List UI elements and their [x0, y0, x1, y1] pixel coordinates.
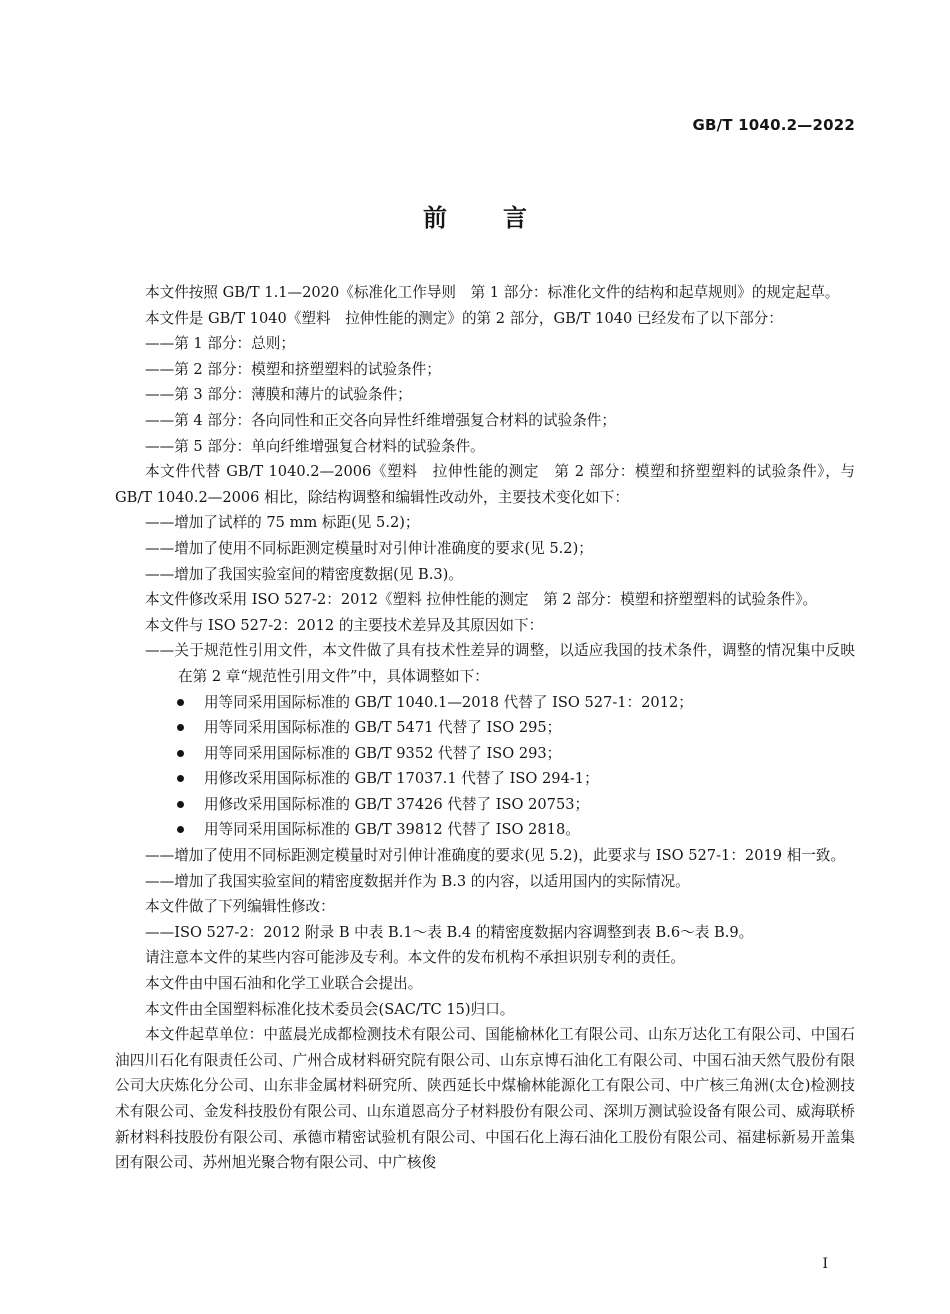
bullet-item: [115, 792, 855, 818]
part-list-item: ——第 3 部分：薄膜和薄片的试验条件；: [145, 386, 412, 404]
page-title: [0, 198, 950, 233]
part-list-item: ——第 2 部分：模塑和挤塑塑料的试验条件；: [145, 360, 441, 378]
paragraph-editorial-intro: 本文件做了下列编辑性修改：: [145, 898, 335, 916]
bullet-dot-icon: [177, 750, 184, 757]
paragraph-proposer: 本文件由中国石油和化学工业联合会提出。: [145, 975, 423, 993]
change-list-item: ——增加了试样的 75 mm 标距(见 5.2)；: [145, 514, 420, 532]
bullet-text: 用修改采用国际标准的 GB/T 17037.1 代替了 ISO 294-1；: [204, 770, 599, 788]
page-number: I: [822, 1256, 828, 1272]
bullet-dot-icon: [177, 699, 184, 706]
paragraph-drafting-units: 本文件起草单位：中蓝晨光成都检测技术有限公司、国能榆林化工有限公司、山东万达化工有限公司、中国石油四川石化有限责任公司、广州合成材料研究院有限公司、山东京博石油化工有限公司、中国石油天然气股份有限公司大庆炼化分公司、山东非金属材料研究所、陕西延长中煤榆林能源化工有限公司、中广核三角洲(太仓)检测技术有限公司、金发科技股份有限公司、山东道恩高分子材料股份有限公司、深圳万测试验设备有限公司、威海联桥新材料科技股份有限公司、承德市精密试验机有限公司、中国石化上海石油化工股份有限公司、福建标新易开盖集团有限公司、苏州旭光聚合物有限公司、中广核俊: [115, 1026, 855, 1172]
bullet-text: 用等同采用国际标准的 GB/T 5471 代替了 ISO 295；: [204, 719, 562, 737]
paragraph-iso-adoption: 本文件修改采用 ISO 527-2：2012《塑料 拉伸性能的测定 第 2 部分：模塑和挤塑塑料的试验条件》。: [145, 591, 818, 609]
bullet-text: 用修改采用国际标准的 GB/T 37426 代替了 ISO 20753；: [204, 795, 590, 813]
paragraph-committee: 本文件由全国塑料标准化技术委员会(SAC/TC 15)归口。: [145, 1000, 515, 1018]
paragraph-replacement: 本文件代替 GB/T 1040.2—2006《塑料 拉伸性能的测定 第 2 部分：模塑和挤塑塑料的试验条件》，与 GB/T 1040.2—2006 相比，除结构调整和编辑性改动外，主要技术变化如下：: [115, 463, 855, 506]
bullet-text: 用等同采用国际标准的 GB/T 1040.1—2018 代替了 ISO 527-1：2012；: [204, 693, 693, 711]
bullet-dot-icon: [177, 801, 184, 808]
part-list-item: ——第 1 部分：总则；: [145, 335, 295, 353]
bullet-item: [115, 741, 855, 767]
foreword-body: [115, 280, 855, 1176]
bullet-text: 用等同采用国际标准的 GB/T 9352 代替了 ISO 293；: [204, 744, 562, 762]
bullet-item: [115, 715, 855, 741]
bullet-item: [115, 766, 855, 792]
title-char-2: 言: [503, 203, 527, 232]
paragraph-patent-notice: 请注意本文件的某些内容可能涉及专利。本文件的发布机构不承担识别专利的责任。: [145, 949, 685, 967]
editorial-list-item: ——ISO 527-2：2012 附录 B 中表 B.1～表 B.4 的精密度数据内容调整到表 B.6～表 B.9。: [145, 923, 754, 941]
difference-list-item: ——增加了使用不同标距测定模量时对引伸计准确度的要求(见 5.2)，此要求与 ISO 527-1：2019 相一致。: [145, 847, 846, 865]
difference-list-item: ——增加了我国实验室间的精密度数据并作为 B.3 的内容，以适用国内的实际情况。: [145, 872, 690, 890]
part-list-item: ——第 4 部分：各向同性和正交各向异性纤维增强复合材料的试验条件；: [145, 411, 616, 429]
change-list-item: ——增加了我国实验室间的精密度数据(见 B.3)。: [145, 565, 463, 583]
difference-list-item: ——关于规范性引用文件，本文件做了具有技术性差异的调整，以适应我国的技术条件，调整的情况集中反映在第 2 章“规范性引用文件”中，具体调整如下：: [145, 642, 855, 685]
bullet-item: [115, 817, 855, 843]
part-list-item: ——第 5 部分：单向纤维增强复合材料的试验条件。: [145, 437, 485, 455]
change-list-item: ——增加了使用不同标距测定模量时对引伸计准确度的要求(见 5.2)；: [145, 539, 593, 557]
paragraph-parts-intro: 本文件是 GB/T 1040《塑料 拉伸性能的测定》的第 2 部分，GB/T 1040 已经发布了以下部分：: [145, 309, 783, 327]
title-char-1: 前: [423, 203, 447, 232]
bullet-text: 用等同采用国际标准的 GB/T 39812 代替了 ISO 2818。: [204, 821, 580, 839]
paragraph-differences-intro: 本文件与 ISO 527-2：2012 的主要技术差异及其原因如下：: [145, 616, 544, 634]
standard-code: GB/T 1040.2—2022: [692, 116, 855, 134]
bullet-item: [115, 690, 855, 716]
paragraph-drafting-rules: 本文件按照 GB/T 1.1—2020《标准化工作导则 第 1 部分：标准化文件的结构和起草规则》的规定起草。: [145, 284, 840, 301]
